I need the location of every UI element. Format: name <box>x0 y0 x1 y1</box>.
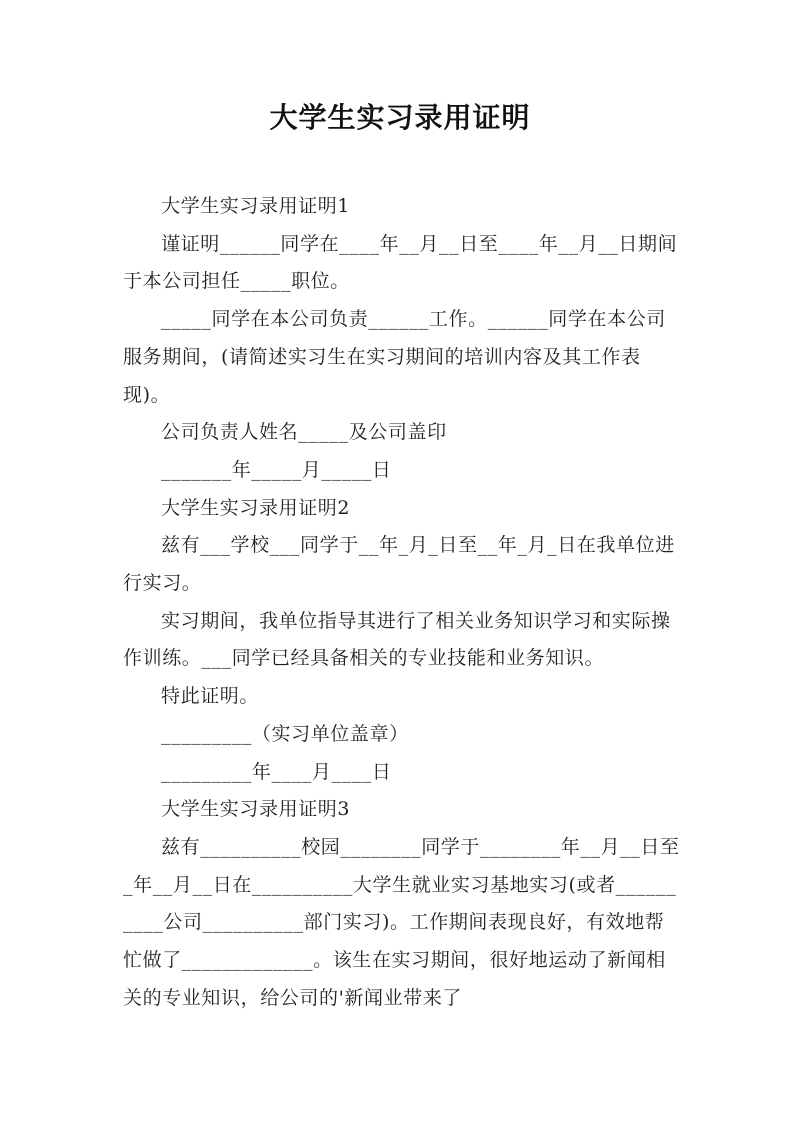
stamp-line: _________（实习单位盖章） <box>161 722 409 745</box>
document-body <box>123 188 683 1017</box>
paragraph-internship-notice: 兹有___学校___同学于__年_月_日至__年_月_日在我单位进行实习。 <box>123 534 675 595</box>
paragraph-internship-period: 谨证明______同学在____年__月__日至____年__月__日期间于本公司担任_____职位。 <box>123 232 678 293</box>
signature-line: 公司负责人姓名_____及公司盖印 <box>161 421 447 444</box>
date-line: _______年_____月_____日 <box>161 458 392 481</box>
document-title: 大学生实习录用证明 <box>269 101 531 134</box>
paragraph-internship-details: 兹有__________校园________同学于________年__月__日至_年__月__日在__________大学生就业实习基地实习(或者__________公司__________部门实习)。工作期间表现良好，有效地帮忙做了_____________。该生在实习期间，很好地运动了新闻相关的专业知识，给公司的'新闻业带来了 <box>123 835 680 1009</box>
section-heading-3: 大学生实习录用证明3 <box>161 798 351 821</box>
date-line: _________年____月____日 <box>161 760 392 783</box>
section-heading-2: 大学生实习录用证明2 <box>161 496 351 519</box>
section-heading-1: 大学生实习录用证明1 <box>161 195 351 217</box>
paragraph-certification: 特此证明。 <box>161 685 260 708</box>
paragraph-training: 实习期间，我单位指导其进行了相关业务知识学习和实际操作训练。___同学已经具备相关的专业技能和业务知识。 <box>123 609 671 670</box>
paragraph-responsibilities: _____同学在本公司负责______工作。______同学在本公司服务期间，(请简述实习生在实习期间的培训内容及其工作表现)。 <box>123 308 666 406</box>
